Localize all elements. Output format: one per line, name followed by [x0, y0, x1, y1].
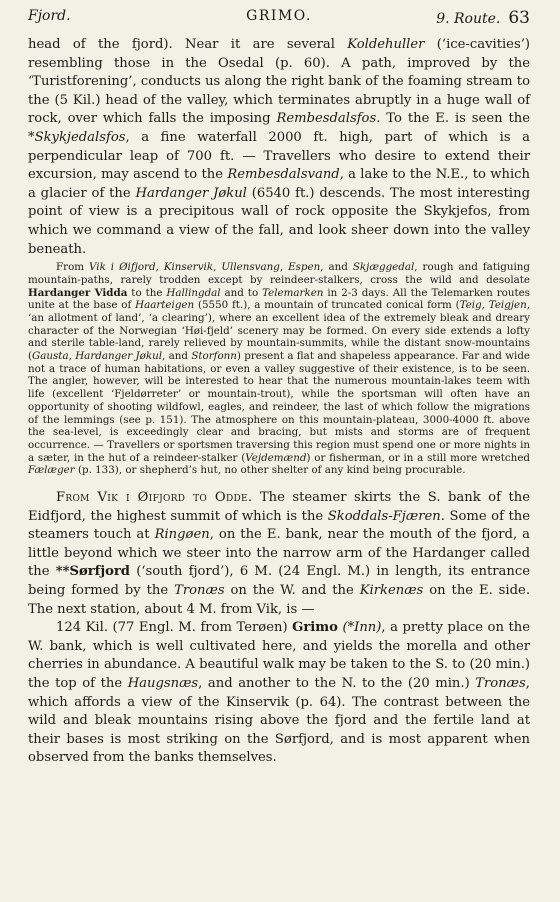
paragraph-grimo: 124 Kil. (77 Engl. M. from Terøen) Grimo (*Inn), a pretty place on the W. bank, which is well cultivated here, and yields the morella and other cherries in abundance. A beautiful walk may be taken to the S. to (20 min.) the top of the Haugsnæs, and another to the N. to the (20 min.) Tronæs, which affords a view of the Kinservik (p. 64). The contrast between the wild and bleak mountains rising above the fjord and the fertile land at their bases is most striking on the Sørfjord, and is most apparent when observed from the banks themselves. — [28, 620, 530, 766]
running-header — [28, 0, 530, 36]
paragraph-small-print: From Vik i Øifjord, Kinservik, Ullensvang, Espen, and Skjæggedal, rough and fatiguing mountain-paths, rarely trodden except by reindeer-stalkers, cross the wild and desolate Hardanger Vidda to the Hallingdal and to Telemarken in 2-3 days. All the Telemarken routes unite at the base of Haarteigen (5550 ft.), a mountain of truncated conical form (Teig, Teigjen, ‘an allotment of land’, ‘a clearing’), where an excellent idea of the extremely bleak and dreary character of the Norwegian ‘Høi-fjeld’ scenery may be formed. On every side extends a lofty and sterile table-land, rarely relieved by mountain-summits, while the distant snow-mountains (Gausta, Hardanger Jøkul, and Storfonn) present a flat and shapeless appearance. Far and wide not a trace of human habitations, or even a valley suggestive of their existence, is to be seen. The angler, however, will be interested to hear that the numerous mountain-lakes teem with life (excellent ‘Fjeldørreter’ or mountain-trout), while the sportsman will often have an opportunity of shooting wildfowl, eagles, and reindeer, the last of which follow the migrations of the lemmings (see p. 151). The atmosphere on this mountain-plateau, 3000-4000 ft. above the sea-level, is exceedingly clear and bracing, but mists and storms are of frequent occurrence. — Travellers or sportsmen traversing this region must spend one or more nights in a sæter, in the hut of a reindeer-stalker (Vejdemænd) or fisherman, or in a still more wretched Fælæger (p. 133), or shepherd’s hut, no other shelter of any kind being procurable. — [28, 261, 531, 477]
header-center: GRIMO. — [246, 8, 312, 24]
paragraph-vik-to-odde: From Vik i Øifjord to Odde. The steamer skirts the S. bank of the Eidfjord, the highest summit of which is the Skoddals-Fjæren. Some of the steamers touch at Ringøen, on the E. bank, near the mouth of the fjord, a little beyond which we steer into the narrow arm of the Hardanger called the **Sørfjord (‘south fjord’), 6 M. (24 Engl. M.) in length, its entrance being formed by the Tronæs on the W. and the Kirkenæs on the E. side. The next station, about 4 M. from Vik, is — — [28, 490, 531, 617]
page-number: 63 — [508, 8, 530, 28]
paragraph-fjord-head: head of the fjord). Near it are several Koldehuller (‘ice-cavities’) resembling those in the Osedal (p. 60). A path, improved by the ‘Turistforening’, conducts us along the right bank of the foaming stream to the (5 Kil.) head of the valley, which terminates abruptly in a huge wall of rock, over which falls the imposing Rembesdalsfos. To the E. is seen the *Skykjedalsfos, a fine waterfall 2000 ft. high, part of which is a perpendicular leap of 700 ft. — Travellers who desire to extend their excursion, may ascend to the Rembesdalsvand, a lake to the N.E., to which a glacier of the Hardanger Jøkul (6540 ft.) descends. The most interesting point of view is a precipitous wall of rock opposite the Skykjefos, from which we command a view of the fall, and look sheer down into the valley beneath. — [28, 37, 531, 257]
header-right — [436, 8, 530, 28]
section-heading: From Vik i Øifjord to Odde. — [56, 490, 253, 506]
route-label: 9. Route. — [436, 11, 501, 27]
header-left: Fjord. — [28, 8, 71, 24]
